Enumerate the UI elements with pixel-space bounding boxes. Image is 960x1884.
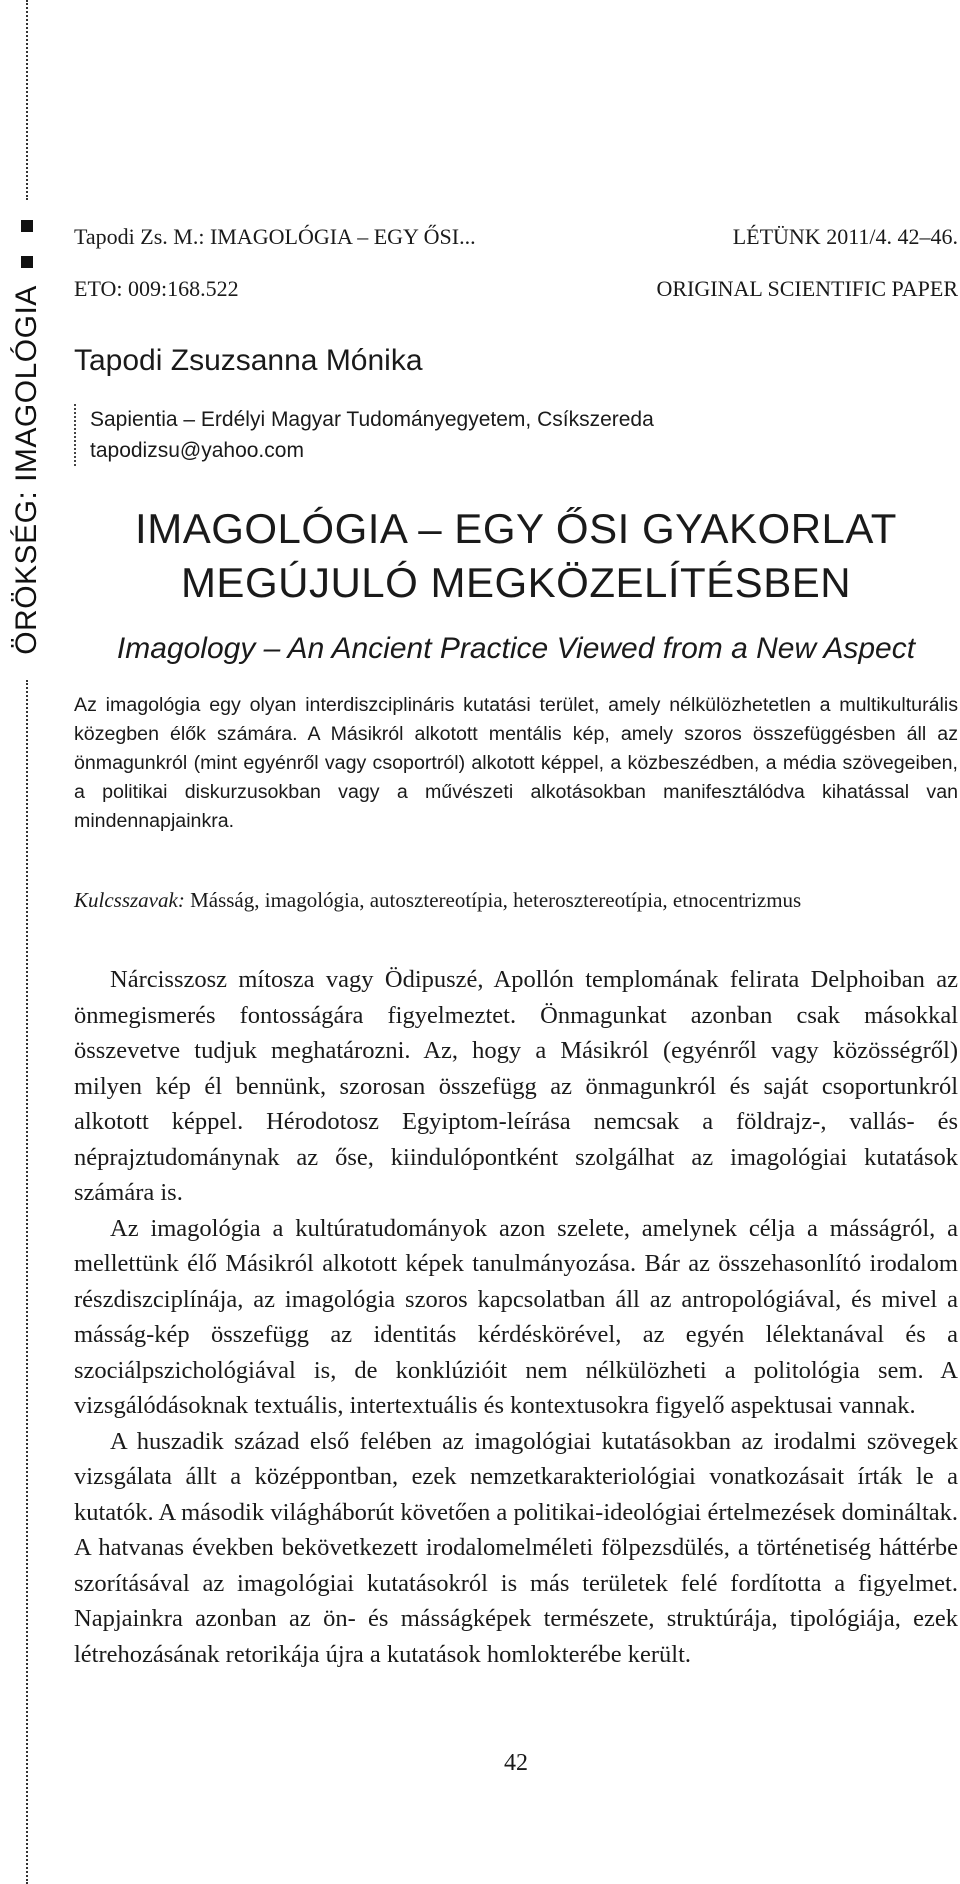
author-affiliation: Sapientia – Erdélyi Magyar Tudományegyetem, Csíkszereda — [90, 408, 654, 431]
keywords — [74, 888, 958, 913]
sidebar-section-text: ÖRÖKSÉG: IMAGOLÓGIA — [10, 285, 43, 655]
article-title-line-2: MEGÚJULÓ MEGKÖZELÍTÉSBEN — [180, 559, 852, 606]
classification-header — [74, 276, 958, 302]
abstract: Az imagológia egy olyan interdiszciplináris kutatási terület, amely nélkülözhetetlen a multikulturális közegben élők számára. A Másikról alkotott mentális kép, amely szoros összefüggésben áll az önmagunkról (mint egyénről vagy csoportról) alkotott képpel, a közbeszédben, a média szövegeiben, a politikai diskurzusokban vagy a művészeti alkotásokban manifesztálódva kihatással van mindennapjainkra. — [74, 694, 958, 832]
author-affiliation-block — [74, 404, 654, 466]
article-title — [74, 502, 958, 610]
sidebar-section-label — [4, 280, 50, 660]
sidebar-dotted-line-top — [26, 0, 28, 200]
running-header — [74, 224, 958, 250]
keywords-label: Kulcsszavak: — [74, 888, 185, 912]
body-paragraph: Nárcisszosz mítosza vagy Ödipuszé, Apollón templomának felirata Delphoiban az önmegismerés fontosságára figyelmeztet. Önmagunkat azonban csak másokkal összevetve tudjuk meghatározni. Az, hogy a Másikról (egyénről vagy közösségről) milyen kép él bennünk, szorosan összefügg az önmagunkról és saját csoportunkról alkotott képpel. Hérodotosz Egyiptom-leírása nemcsak a földrajz-, vallás- és néprajztudománynak az őse, kiindulópontként szolgálhat az imagológiai kutatások számára is. — [74, 966, 958, 1206]
sidebar-square-marker — [21, 220, 33, 232]
sidebar-square-marker — [21, 256, 33, 268]
udc-code: ETO: 009:168.522 — [74, 276, 239, 301]
author-email: tapodizsu@yahoo.com — [90, 439, 304, 462]
author-name: Tapodi Zsuzsanna Mónika — [74, 344, 423, 377]
page-number: 42 — [504, 1750, 528, 1776]
sidebar-dotted-line-bottom — [26, 680, 28, 1884]
body-paragraph: Az imagológia a kultúratudományok azon szelete, amelynek célja a másságról, a mellettünk élő Másikról alkotott képek tanulmányozása. Bár az összehasonlító irodalom részdiszciplínája, az imagológia szoros kapcsolatban áll az antropológiával, és mivel a másság-kép összefügg az identitás kérdéskörével, az egyén lélektanával és a szociálpszichológiával is, de konklúzióit nem nélkülözheti a politológia sem. A vizsgálódásoknak textuális, intertextuális és kontextusokra figyelő aspektusai vannak. — [74, 1214, 958, 1419]
paper-type: ORIGINAL SCIENTIFIC PAPER — [656, 276, 958, 301]
article-english-title: Imagology – An Ancient Practice Viewed from a New Aspect — [116, 632, 916, 665]
body-text — [74, 962, 958, 1672]
body-paragraph: A huszadik század első felében az imagológiai kutatásokban az irodalmi szövegek vizsgálata állt a középpontban, ezek nemzetkarakteriológiai vonatkozásait írták le a kutatók. A második világháborút követően a politikai-ideológiai értelmezések domináltak. A hatvanas években bekövetkezett irodalomelméleti fölpezsdülés, a történetiség háttérbe szorításával az imagológiai kutatásokról is más területek felé fordította a figyelmet. Napjainkra azonban az ön- és másságképek természete, struktúrája, tipológiája, ezek létrehozásának retorikája újra a kutatások homlokterébe került. — [74, 1427, 958, 1668]
journal-reference: LÉTÜNK 2011/4. 42–46. — [732, 224, 958, 249]
article-title-line-1: IMAGOLÓGIA – EGY ŐSI GYAKORLAT — [135, 505, 897, 552]
keywords-list: Másság, imagológia, autosztereotípia, heterosztereotípia, etnocentrizmus — [184, 888, 802, 912]
running-title: Tapodi Zs. M.: IMAGOLÓGIA – EGY ŐSI... — [74, 224, 476, 249]
